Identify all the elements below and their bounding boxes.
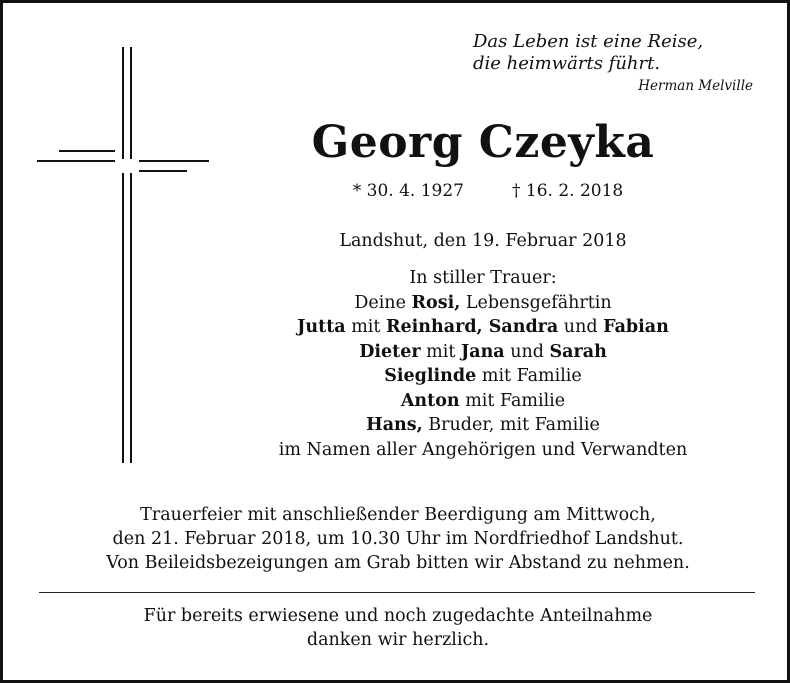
- thanks-note: [13, 604, 783, 652]
- mourner-text: Lebensgefährtin: [460, 292, 612, 313]
- mourner-text: und: [558, 317, 604, 337]
- mourner-name: Rosi,: [411, 292, 461, 313]
- mourner-row: [213, 315, 753, 340]
- mourner-text: Bruder, mit Familie: [422, 415, 600, 435]
- quote-author: Herman Melville: [638, 78, 753, 94]
- funeral-line-3: Von Beileidsbezeigungen am Grab bitten wir Abstand zu nehmen.: [106, 553, 690, 573]
- funeral-notice: [13, 503, 783, 575]
- quote-line-2: die heimwärts führt.: [473, 53, 661, 74]
- mourner-text: mit Familie: [459, 390, 566, 411]
- mourner-name: Hans,: [366, 415, 423, 435]
- mourner-row: [213, 291, 753, 316]
- mourner-text: im Namen aller Angehörigen und Verwandten: [278, 439, 688, 460]
- place-date: Landshut, den 19. Februar 2018: [339, 231, 627, 251]
- life-dates: [323, 181, 653, 201]
- mourner-text: und: [504, 341, 550, 362]
- death-date: † 16. 2. 2018: [512, 181, 624, 201]
- mourners-list: [213, 266, 753, 462]
- mourner-row: [213, 364, 753, 389]
- mourner-text: mit Familie: [476, 366, 582, 386]
- quote-line-1: Das Leben ist eine Reise,: [473, 31, 704, 52]
- mourner-text: mit: [345, 317, 386, 337]
- mourner-name: Reinhard, Sandra: [385, 317, 559, 337]
- cross-icon: [37, 47, 209, 463]
- mourner-row: [213, 413, 753, 438]
- mourner-text: mit: [420, 341, 461, 362]
- mourner-row: [213, 389, 753, 414]
- mourners-intro: In stiller Trauer:: [409, 268, 557, 288]
- mourner-name: Jana: [460, 341, 505, 362]
- birth-date: * 30. 4. 1927: [352, 181, 464, 201]
- mourner-row: [213, 438, 753, 463]
- mourner-name: Sarah: [549, 341, 607, 362]
- mourner-text: Deine: [354, 292, 412, 313]
- mourner-name: Sieglinde: [384, 366, 477, 386]
- mourner-name: Fabian: [603, 317, 669, 337]
- funeral-line-2: den 21. Februar 2018, um 10.30 Uhr im Nordfriedhof Landshut.: [112, 529, 684, 549]
- quote: [473, 31, 753, 95]
- funeral-line-1: Trauerfeier mit anschließender Beerdigung am Mittwoch,: [140, 505, 656, 525]
- mourner-row: [213, 340, 753, 365]
- deceased-name: Georg Czeyka: [311, 117, 655, 168]
- mourner-name: Jutta: [297, 317, 346, 337]
- mourner-name: Dieter: [359, 341, 421, 362]
- thanks-line-1: Für bereits erwiesene und noch zugedachte Anteilnahme: [143, 606, 653, 626]
- thanks-line-2: danken wir herzlich.: [306, 630, 490, 650]
- divider: [39, 592, 755, 593]
- mourner-name: Anton: [400, 390, 460, 411]
